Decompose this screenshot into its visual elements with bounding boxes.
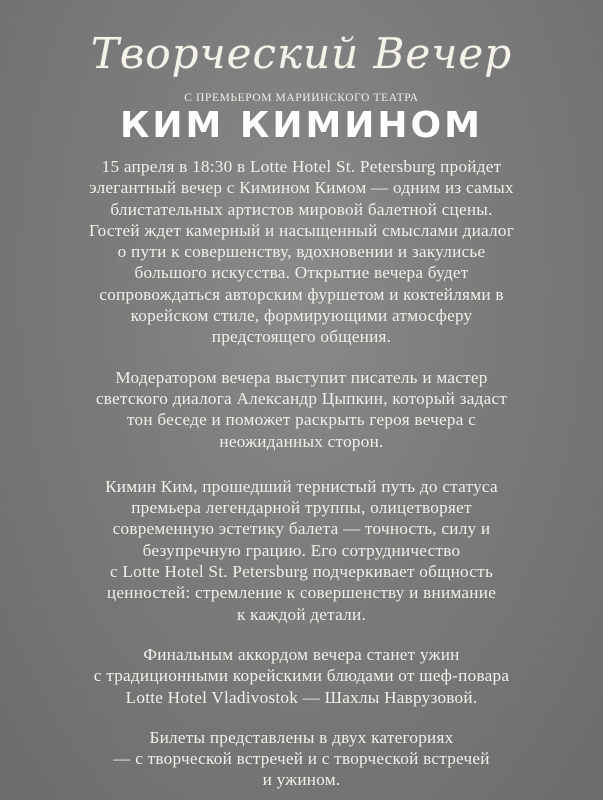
paragraph-line: ценностей: стремление к совершенству и внимание <box>106 583 497 603</box>
paragraph-line: к каждой детали. <box>236 604 367 624</box>
paragraph-moderator <box>32 367 571 452</box>
paragraph-line: Билеты представлены в двух категориях <box>149 727 454 747</box>
subtitle: С ПРЕМЬЕРОМ МАРИИНСКОГО ТЕАТРА <box>184 92 419 104</box>
paragraph-line: Финальным аккордом вечера станет ужин <box>143 644 460 664</box>
paragraph-line: Модератором вечера выступит писатель и мастер <box>115 367 488 387</box>
paragraph-line: Гостей ждет камерный и насыщенный смыслами диалог <box>88 220 515 240</box>
paragraph-line: элегантный вечер с Кимином Кимом — одним из самых <box>89 178 514 198</box>
paragraph-line: блистательных артистов мировой балетной сцены. <box>110 199 493 219</box>
paragraph-line: с традиционными корейскими блюдами от шеф-повара <box>93 666 510 686</box>
paragraph-line: — с творческой встречей и с творческой встречей <box>113 749 490 769</box>
paragraph-line: с Lotte Hotel St. Petersburg подчеркивает общность <box>109 562 494 582</box>
paragraph-line: большого искусства. Открытие вечера будет <box>134 263 469 283</box>
paragraph-line: светского диалога Александр Цыпкин, который задаст <box>95 388 508 408</box>
paragraph-line: и ужином. <box>262 770 341 790</box>
main-title: КИМ КИМИНОМ <box>120 105 483 146</box>
paragraph-line: сопровождаться авторским фуршетом и коктейлями в <box>99 284 504 304</box>
paragraph-line: корейском стиле, формирующими атмосферу <box>130 306 473 326</box>
paragraph-line: тон беседе и поможет раскрыть героя вечера с <box>126 410 477 430</box>
poster-body <box>32 156 571 791</box>
script-title: Творческий Вечер <box>90 29 513 78</box>
paragraph-line: премьера легендарной труппы, олицетворяет <box>131 498 472 518</box>
paragraph-line: о пути к совершенству, вдохновении и закулисье <box>117 242 486 262</box>
paragraph-line: предстоящего общения. <box>211 327 392 347</box>
paragraph-line: современную эстетику балета — точность, силу и <box>112 519 491 539</box>
paragraph-line: безупречную грацию. Его сотрудничество <box>142 540 461 560</box>
paragraph-tickets <box>32 727 571 791</box>
paragraph-line: 15 апреля в 18:30 в Lotte Hotel St. Petersburg пройдет <box>101 157 502 176</box>
paragraph-intro <box>32 156 571 348</box>
paragraph-dinner <box>32 644 571 708</box>
paragraph-line: Кимин Ким, прошедший тернистый путь до статуса <box>105 476 498 496</box>
paragraph-artist <box>32 476 571 625</box>
paragraph-line: Lotte Hotel Vladivostok — Шахлы Наврузовой. <box>125 687 478 707</box>
paragraph-line: неожиданных сторон. <box>219 431 384 451</box>
